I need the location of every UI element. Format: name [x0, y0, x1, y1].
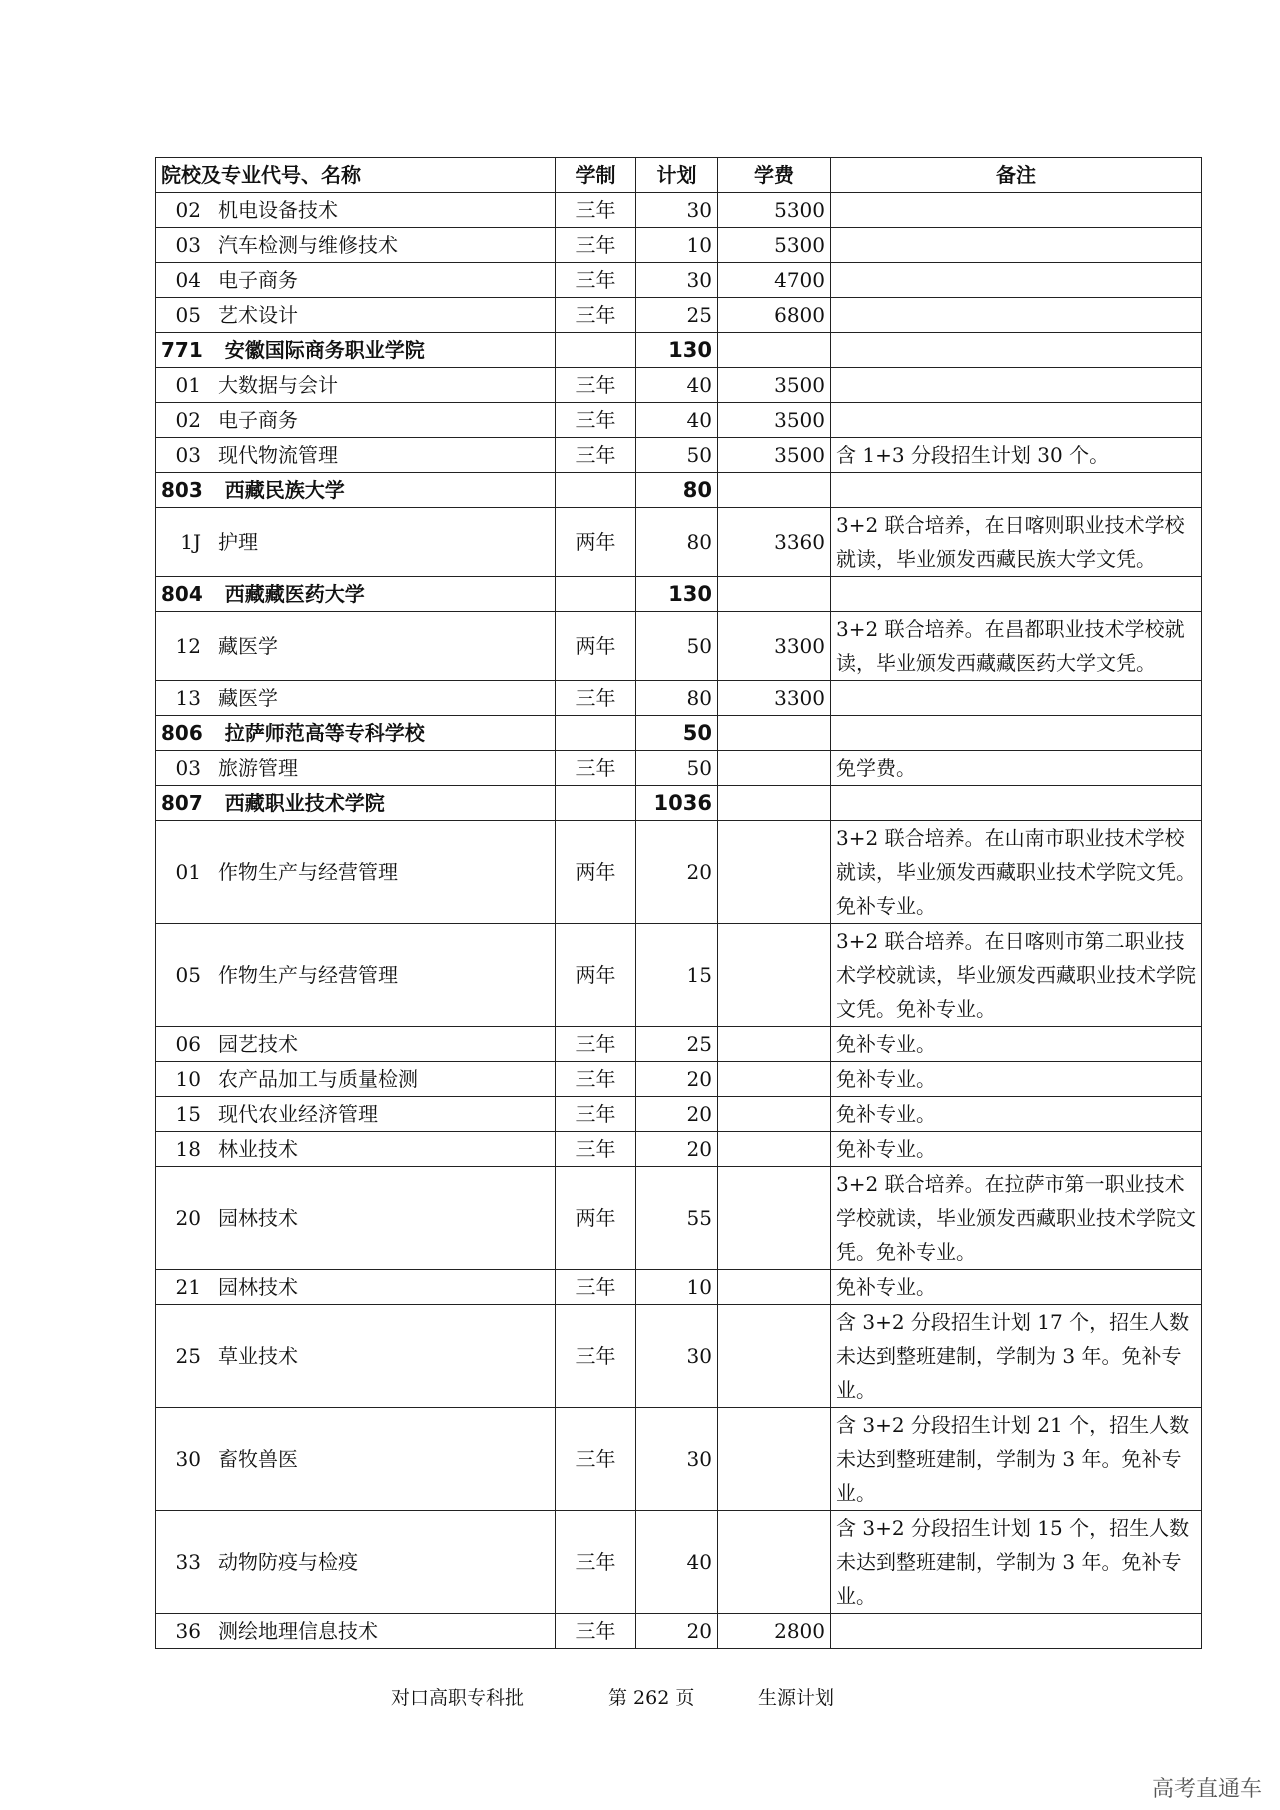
name-cell	[156, 1614, 556, 1649]
major-code: 18	[175, 1137, 201, 1161]
name-cell	[156, 473, 556, 508]
fee-cell: 6800	[718, 298, 831, 333]
major-row	[156, 368, 1202, 403]
major-name: 作物生产与经营管理	[218, 860, 398, 884]
plan-cell: 55	[636, 1167, 718, 1270]
major-code: 15	[175, 1102, 201, 1126]
major-row	[156, 1062, 1202, 1097]
plan-cell: 130	[636, 333, 718, 368]
fee-cell: 5300	[718, 193, 831, 228]
school-name: 西藏职业技术学院	[224, 791, 385, 815]
name-cell	[156, 681, 556, 716]
school-code: 803	[161, 478, 203, 502]
school-name: 西藏民族大学	[224, 478, 345, 502]
plan-cell: 20	[636, 1132, 718, 1167]
major-code: 36	[175, 1619, 201, 1643]
major-name: 护理	[218, 530, 258, 554]
name-cell	[156, 612, 556, 681]
major-name: 艺术设计	[218, 303, 298, 327]
major-code: 03	[175, 443, 201, 467]
plan-cell: 20	[636, 1097, 718, 1132]
name-cell	[156, 333, 556, 368]
fee-cell	[718, 1270, 831, 1305]
major-row	[156, 193, 1202, 228]
major-code: 01	[175, 373, 201, 397]
major-row	[156, 228, 1202, 263]
name-cell	[156, 821, 556, 924]
note-cell	[831, 193, 1202, 228]
major-code: 04	[175, 268, 201, 292]
major-code: 02	[175, 408, 201, 432]
note-cell	[831, 681, 1202, 716]
header-fee: 学费	[718, 158, 831, 193]
major-row	[156, 612, 1202, 681]
note-cell: 3+2 联合培养，在日喀则职业技术学校就读，毕业颁发西藏民族大学文凭。	[831, 508, 1202, 577]
note-cell	[831, 228, 1202, 263]
name-cell	[156, 368, 556, 403]
plan-cell: 1036	[636, 786, 718, 821]
name-cell	[156, 1132, 556, 1167]
major-code: 30	[175, 1447, 201, 1471]
note-cell: 含 3+2 分段招生计划 15 个，招生人数未达到整班建制，学制为 3 年。免补专业。	[831, 1511, 1202, 1614]
major-row	[156, 508, 1202, 577]
plan-cell: 30	[636, 1305, 718, 1408]
major-row	[156, 1614, 1202, 1649]
major-name: 测绘地理信息技术	[218, 1619, 378, 1643]
note-cell	[831, 368, 1202, 403]
school-name: 拉萨师范高等专科学校	[224, 721, 425, 745]
major-code: 05	[175, 963, 201, 987]
years-cell	[556, 716, 636, 751]
years-cell: 两年	[556, 508, 636, 577]
major-name: 现代农业经济管理	[218, 1102, 378, 1126]
plan-cell: 15	[636, 924, 718, 1027]
fee-cell: 5300	[718, 228, 831, 263]
major-row	[156, 1511, 1202, 1614]
years-cell	[556, 473, 636, 508]
years-cell: 三年	[556, 368, 636, 403]
years-cell: 两年	[556, 612, 636, 681]
major-name: 藏医学	[218, 634, 278, 658]
school-code: 806	[161, 721, 203, 745]
major-name: 园林技术	[218, 1206, 298, 1230]
fee-cell	[718, 1027, 831, 1062]
fee-cell	[718, 577, 831, 612]
major-name: 电子商务	[218, 408, 298, 432]
header-note: 备注	[831, 158, 1202, 193]
school-name: 西藏藏医药大学	[224, 582, 365, 606]
years-cell: 三年	[556, 228, 636, 263]
years-cell: 两年	[556, 1167, 636, 1270]
major-name: 现代物流管理	[218, 443, 338, 467]
major-code: 25	[175, 1344, 201, 1368]
footer-batch: 对口高职专科批	[391, 1687, 525, 1709]
watermark: 高考直通车	[1151, 1777, 1262, 1802]
years-cell: 三年	[556, 403, 636, 438]
major-row	[156, 1132, 1202, 1167]
years-cell	[556, 577, 636, 612]
major-row	[156, 751, 1202, 786]
major-row	[156, 403, 1202, 438]
fee-cell	[718, 473, 831, 508]
years-cell: 三年	[556, 751, 636, 786]
footer-page-number: 第 262 页	[608, 1687, 695, 1709]
fee-cell	[718, 1511, 831, 1614]
major-name: 动物防疫与检疫	[218, 1550, 358, 1574]
plan-cell: 30	[636, 263, 718, 298]
major-row	[156, 821, 1202, 924]
school-row	[156, 473, 1202, 508]
plan-cell: 40	[636, 368, 718, 403]
years-cell: 三年	[556, 1270, 636, 1305]
plan-cell: 50	[636, 716, 718, 751]
major-name: 林业技术	[218, 1137, 298, 1161]
fee-cell	[718, 1097, 831, 1132]
fee-cell: 3300	[718, 612, 831, 681]
fee-cell	[718, 821, 831, 924]
note-cell	[831, 716, 1202, 751]
fee-cell	[718, 1408, 831, 1511]
major-name: 畜牧兽医	[218, 1447, 298, 1471]
major-code: 03	[175, 756, 201, 780]
note-cell	[831, 403, 1202, 438]
name-cell	[156, 1305, 556, 1408]
major-row	[156, 1270, 1202, 1305]
note-cell	[831, 1614, 1202, 1649]
major-name: 机电设备技术	[218, 198, 338, 222]
major-code: 21	[175, 1275, 201, 1299]
years-cell	[556, 333, 636, 368]
major-name: 农产品加工与质量检测	[218, 1067, 418, 1091]
plan-cell: 80	[636, 508, 718, 577]
plan-cell: 10	[636, 228, 718, 263]
years-cell: 三年	[556, 1511, 636, 1614]
name-cell	[156, 1097, 556, 1132]
major-row	[156, 263, 1202, 298]
note-cell	[831, 473, 1202, 508]
major-code: 03	[175, 233, 201, 257]
name-cell	[156, 438, 556, 473]
note-cell: 3+2 联合培养。在山南市职业技术学校就读，毕业颁发西藏职业技术学院文凭。免补专业。	[831, 821, 1202, 924]
school-code: 807	[161, 791, 203, 815]
note-cell: 3+2 联合培养。在拉萨市第一职业技术学校就读，毕业颁发西藏职业技术学院文凭。免补专业。	[831, 1167, 1202, 1270]
footer-section: 生源计划	[758, 1687, 835, 1709]
admission-plan-table	[155, 157, 1202, 1649]
years-cell: 三年	[556, 1027, 636, 1062]
note-cell: 免补专业。	[831, 1270, 1202, 1305]
major-code: 05	[175, 303, 201, 327]
years-cell: 两年	[556, 924, 636, 1027]
name-cell	[156, 263, 556, 298]
major-row	[156, 438, 1202, 473]
major-name: 大数据与会计	[218, 373, 338, 397]
name-cell	[156, 228, 556, 263]
name-cell	[156, 716, 556, 751]
major-row	[156, 1167, 1202, 1270]
note-cell	[831, 786, 1202, 821]
plan-cell: 130	[636, 577, 718, 612]
major-code: 02	[175, 198, 201, 222]
fee-cell	[718, 924, 831, 1027]
years-cell	[556, 786, 636, 821]
major-name: 藏医学	[218, 686, 278, 710]
years-cell: 三年	[556, 1132, 636, 1167]
school-name: 安徽国际商务职业学院	[224, 338, 425, 362]
years-cell: 三年	[556, 1408, 636, 1511]
plan-cell: 50	[636, 612, 718, 681]
plan-cell: 20	[636, 1062, 718, 1097]
fee-cell: 2800	[718, 1614, 831, 1649]
plan-cell: 10	[636, 1270, 718, 1305]
name-cell	[156, 1027, 556, 1062]
years-cell: 三年	[556, 1062, 636, 1097]
name-cell	[156, 751, 556, 786]
name-cell	[156, 1511, 556, 1614]
fee-cell	[718, 786, 831, 821]
major-row	[156, 1305, 1202, 1408]
note-cell	[831, 333, 1202, 368]
header-name: 院校及专业代号、名称	[156, 158, 556, 193]
years-cell: 三年	[556, 263, 636, 298]
major-code: 20	[175, 1206, 201, 1230]
plan-cell: 30	[636, 1408, 718, 1511]
name-cell	[156, 508, 556, 577]
note-cell	[831, 577, 1202, 612]
years-cell: 三年	[556, 681, 636, 716]
name-cell	[156, 1167, 556, 1270]
plan-cell: 40	[636, 403, 718, 438]
fee-cell	[718, 1132, 831, 1167]
major-code: 33	[175, 1550, 201, 1574]
note-cell: 免补专业。	[831, 1062, 1202, 1097]
name-cell	[156, 924, 556, 1027]
plan-cell: 40	[636, 1511, 718, 1614]
years-cell: 三年	[556, 1305, 636, 1408]
note-cell	[831, 263, 1202, 298]
major-name: 园艺技术	[218, 1032, 298, 1056]
major-name: 园林技术	[218, 1275, 298, 1299]
note-cell: 免补专业。	[831, 1097, 1202, 1132]
major-code: 13	[175, 686, 201, 710]
fee-cell	[718, 1305, 831, 1408]
name-cell	[156, 1270, 556, 1305]
name-cell	[156, 1408, 556, 1511]
name-cell	[156, 786, 556, 821]
major-code: 10	[175, 1067, 201, 1091]
major-row	[156, 681, 1202, 716]
note-cell: 3+2 联合培养。在昌都职业技术学校就读，毕业颁发西藏藏医药大学文凭。	[831, 612, 1202, 681]
school-row	[156, 577, 1202, 612]
table-header-row	[156, 158, 1202, 193]
school-row	[156, 716, 1202, 751]
plan-cell: 80	[636, 473, 718, 508]
fee-cell	[718, 1062, 831, 1097]
fee-cell: 3500	[718, 438, 831, 473]
fee-cell: 4700	[718, 263, 831, 298]
years-cell: 三年	[556, 193, 636, 228]
name-cell	[156, 1062, 556, 1097]
school-row	[156, 786, 1202, 821]
header-years: 学制	[556, 158, 636, 193]
fee-cell	[718, 1167, 831, 1270]
years-cell: 三年	[556, 1614, 636, 1649]
major-code: 06	[175, 1032, 201, 1056]
fee-cell	[718, 333, 831, 368]
fee-cell: 3360	[718, 508, 831, 577]
major-code: 12	[175, 634, 201, 658]
years-cell: 三年	[556, 298, 636, 333]
major-name: 旅游管理	[218, 756, 298, 780]
years-cell: 三年	[556, 438, 636, 473]
note-cell: 含 3+2 分段招生计划 21 个，招生人数未达到整班建制，学制为 3 年。免补专业。	[831, 1408, 1202, 1511]
note-cell: 3+2 联合培养。在日喀则市第二职业技术学校就读，毕业颁发西藏职业技术学院文凭。免补专业。	[831, 924, 1202, 1027]
school-row	[156, 333, 1202, 368]
school-code: 804	[161, 582, 203, 606]
plan-cell: 25	[636, 1027, 718, 1062]
note-cell: 含 3+2 分段招生计划 17 个，招生人数未达到整班建制，学制为 3 年。免补专业。	[831, 1305, 1202, 1408]
plan-cell: 25	[636, 298, 718, 333]
name-cell	[156, 577, 556, 612]
major-name: 草业技术	[218, 1344, 298, 1368]
header-plan: 计划	[636, 158, 718, 193]
plan-cell: 30	[636, 193, 718, 228]
school-code: 771	[161, 338, 203, 362]
major-row	[156, 298, 1202, 333]
major-name: 汽车检测与维修技术	[218, 233, 398, 257]
major-code: 01	[175, 860, 201, 884]
plan-cell: 50	[636, 751, 718, 786]
note-cell: 免补专业。	[831, 1132, 1202, 1167]
note-cell	[831, 298, 1202, 333]
major-name: 作物生产与经营管理	[218, 963, 398, 987]
plan-cell: 20	[636, 821, 718, 924]
name-cell	[156, 193, 556, 228]
major-row	[156, 924, 1202, 1027]
plan-cell: 50	[636, 438, 718, 473]
major-row	[156, 1097, 1202, 1132]
major-row	[156, 1408, 1202, 1511]
fee-cell: 3500	[718, 368, 831, 403]
fee-cell: 3300	[718, 681, 831, 716]
fee-cell	[718, 716, 831, 751]
years-cell: 两年	[556, 821, 636, 924]
major-code: 1J	[180, 530, 201, 554]
plan-cell: 20	[636, 1614, 718, 1649]
plan-cell: 80	[636, 681, 718, 716]
table-body	[156, 193, 1202, 1649]
major-row	[156, 1027, 1202, 1062]
fee-cell: 3500	[718, 403, 831, 438]
note-cell: 免补专业。	[831, 1027, 1202, 1062]
note-cell: 免学费。	[831, 751, 1202, 786]
major-name: 电子商务	[218, 268, 298, 292]
fee-cell	[718, 751, 831, 786]
years-cell: 三年	[556, 1097, 636, 1132]
name-cell	[156, 298, 556, 333]
note-cell: 含 1+3 分段招生计划 30 个。	[831, 438, 1202, 473]
name-cell	[156, 403, 556, 438]
